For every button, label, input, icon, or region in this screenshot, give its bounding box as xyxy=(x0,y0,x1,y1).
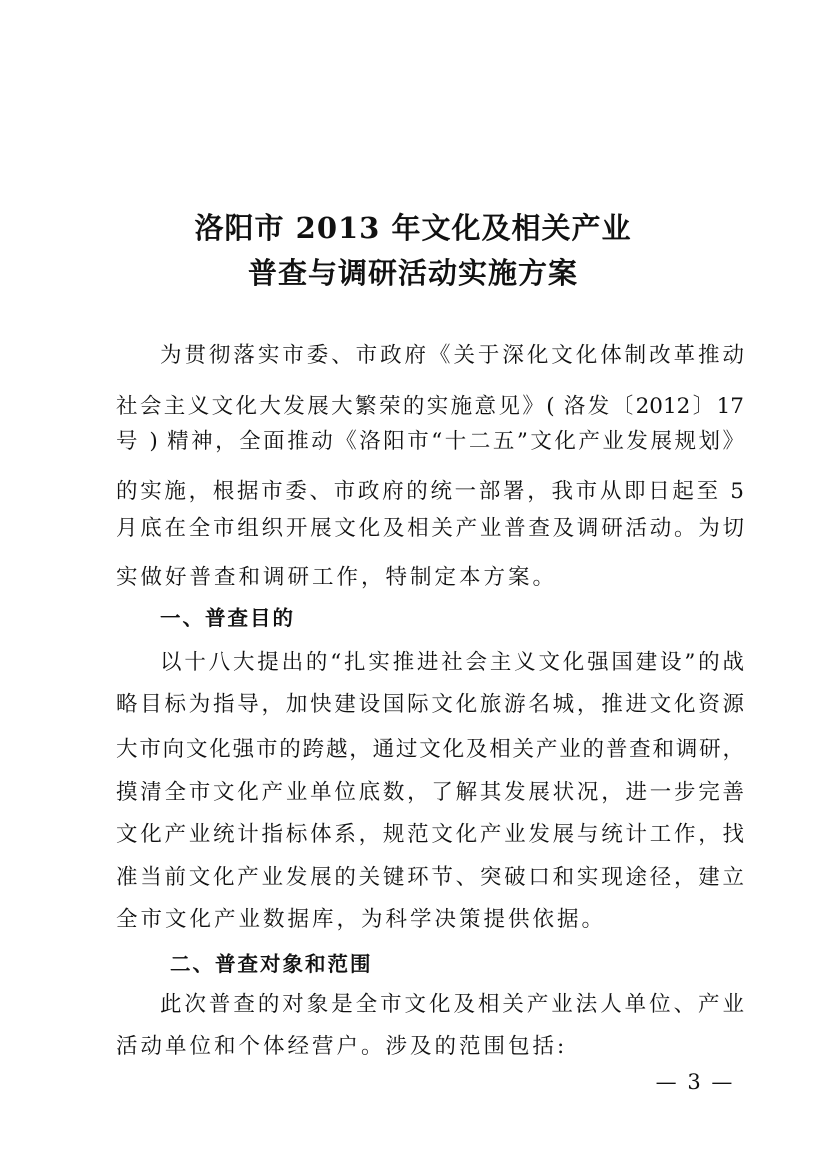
paragraph-line: 摸清全市文化产业单位底数，了解其发展状况，进一步完善 xyxy=(116,780,744,805)
paragraph-line: 月底在全市组织开展文化及相关产业普查及调研活动。为切 xyxy=(116,516,744,541)
paragraph-line: 实做好普查和调研工作，特制定本方案。 xyxy=(116,565,558,590)
paragraph-line: 略目标为指导，加快建设国际文化旅游名城，推进文化资源 xyxy=(116,692,744,717)
paragraph-line: 以十八大提出的“扎实推进社会主义文化强国建设”的战 xyxy=(160,650,744,675)
paragraph-line: 此次普查的对象是全市文化及相关产业法人单位、产业 xyxy=(160,992,744,1017)
section-heading-1: 一、普查目的 xyxy=(160,606,295,630)
paragraph-line: 社会主义文化大发展大繁荣的实施意见》( 洛发〔2012〕17 xyxy=(116,394,744,419)
document-title-line-1: 洛阳市 2013 年文化及相关产业 xyxy=(194,211,632,245)
paragraph-line: 的实施，根据市委、市政府的统一部署，我市从即日起至 5 xyxy=(116,479,744,504)
paragraph-line: 活动单位和个体经营户。涉及的范围包括: xyxy=(116,1034,568,1059)
paragraph-line: 全市文化产业数据库，为科学决策提供依据。 xyxy=(116,907,607,932)
paragraph-line: 准当前文化产业发展的关键环节、突破口和实现途径，建立 xyxy=(116,865,744,890)
paragraph-line: 为贯彻落实市委、市政府《关于深化文化体制改革推动 xyxy=(160,343,744,368)
section-heading-2: 二、普查对象和范围 xyxy=(170,952,373,976)
document-title-line-2: 普查与调研活动实施方案 xyxy=(247,256,578,290)
page-number: — 3 — xyxy=(655,1070,735,1094)
paragraph-line: 号 ) 精神，全面推动《洛阳市“十二五”文化产业发展规划》 xyxy=(116,429,744,454)
paragraph-line: 文化产业统计指标体系，规范文化产业发展与统计工作，找 xyxy=(116,822,744,847)
paragraph-line: 大市向文化强市的跨越，通过文化及相关产业的普查和调研， xyxy=(116,737,744,762)
